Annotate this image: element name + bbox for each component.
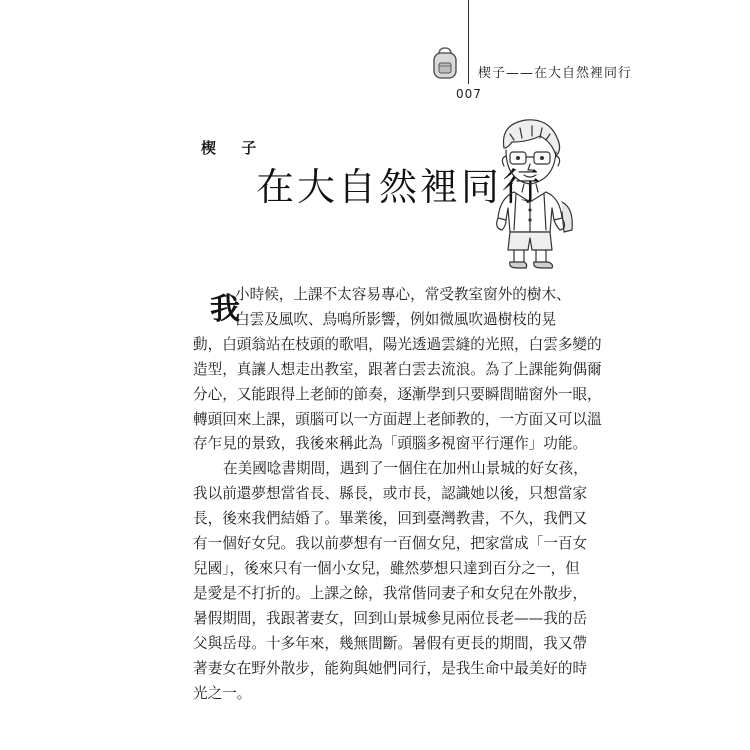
text-line: 父與岳母。十多年來，幾無間斷。暑假有更長的期間，我又帶 (193, 634, 588, 652)
drop-cap: 我 (210, 292, 240, 327)
text-line: 是愛是不打折的。上課之餘，我常偕同妻子和女兒在外散步， (193, 584, 588, 602)
text-line: 分心，又能跟得上老師的節奏，逐漸學到只要瞬間瞄窗外一眼， (193, 385, 602, 403)
paragraph-1 (193, 283, 602, 457)
text-line: 著妻女在野外散步，能夠與她們同行，是我生命中最美好的時 (193, 659, 588, 677)
page-number: 007 (456, 87, 482, 101)
boy-illustration (478, 112, 588, 270)
backpack-icon (430, 46, 460, 80)
paragraph-2 (193, 457, 588, 706)
text-line: 動，白頭翁站在枝頭的歌唱，陽光透過雲縫的光照，白雲多變的 (193, 335, 602, 353)
text-line: 造型，真讓人想走出教室，跟著白雲去流浪。為了上課能夠偶爾 (193, 360, 602, 378)
text-line: 存乍見的景致，我後來稱此為「頭腦多視窗平行運作」功能。 (193, 435, 588, 453)
text-line: 在美國唸書期間，遇到了一個住在加州山景城的好女孩， (223, 460, 588, 478)
body-text (193, 283, 602, 706)
running-header: 楔子——在大自然裡同行 (478, 66, 633, 81)
chapter-title: 在大自然裡同行 (256, 165, 544, 209)
text-line: 小時候，上課不太容易專心，常受教室窗外的樹木、 (235, 286, 571, 303)
text-line: 白雲及風吹、鳥鳴所影響，例如微風吹過樹枝的晃 (235, 310, 557, 328)
text-line: 有一個好女兒。我以前夢想有一百個女兒，把家當成「一百女 (193, 535, 588, 553)
text-line: 長，後來我們結婚了。畢業後，回到臺灣教書，不久，我們又 (193, 510, 588, 528)
text-line: 轉頭回來上課，頭腦可以一方面趕上老師教的，一方面又可以溫 (193, 410, 602, 428)
header-rule (468, 0, 469, 84)
chapter-label: 楔 子 (201, 139, 267, 157)
text-line: 暑假期間，我跟著妻女，回到山景城參見兩位長老——我的岳 (193, 609, 588, 627)
text-line: 兒國」，後來只有一個小女兒，雖然夢想只達到百分之一，但 (193, 559, 580, 577)
text-line: 我以前還夢想當省長、縣長，或市長，認識她以後，只想當家 (193, 485, 588, 503)
text-line: 光之一。 (193, 684, 252, 702)
